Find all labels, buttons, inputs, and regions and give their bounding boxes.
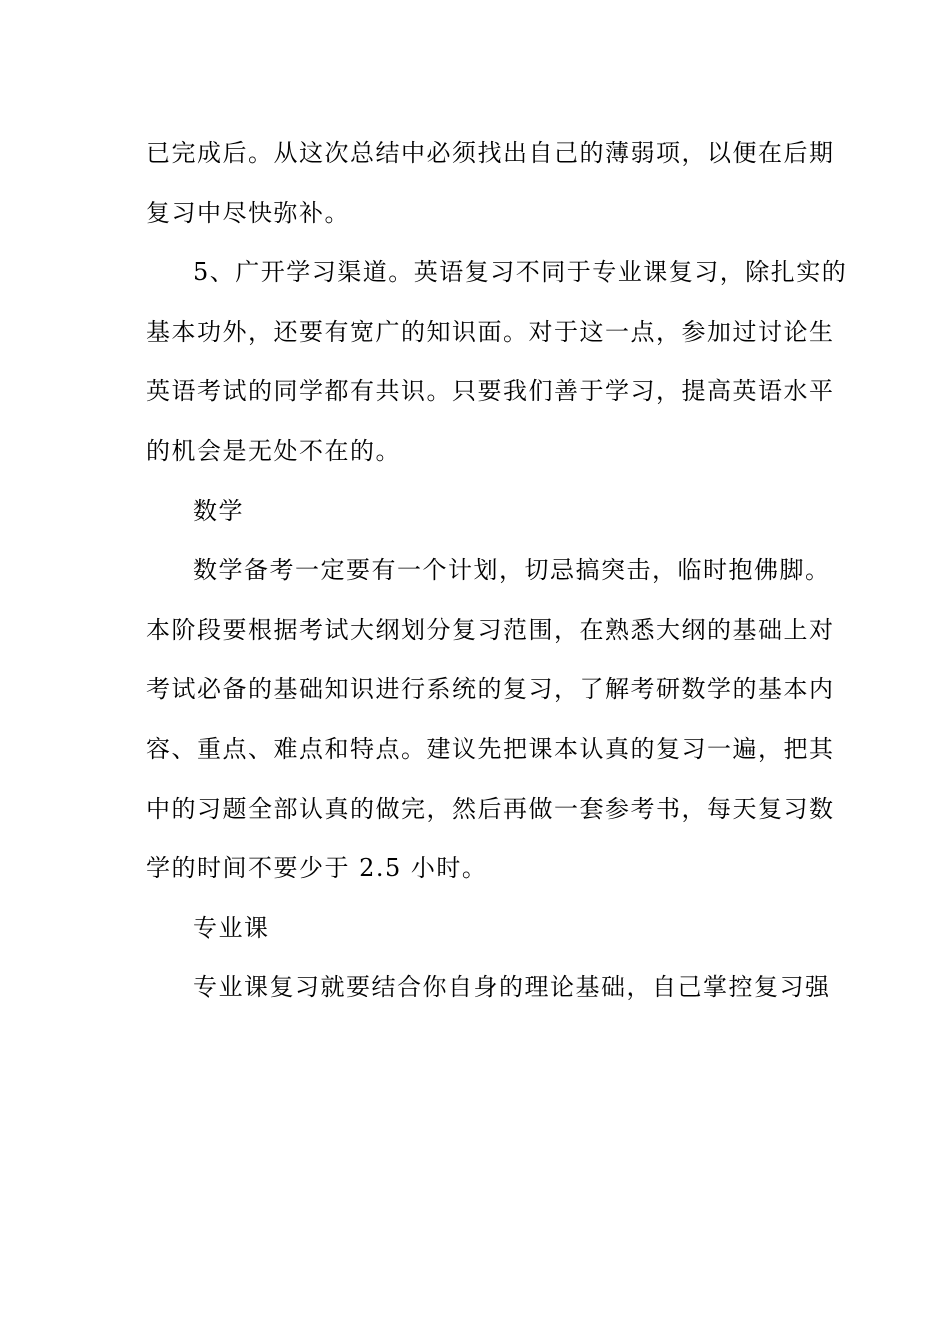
paragraph-line: 专业课复习就要结合你自身的理论基础，自己掌控复习强 [193, 973, 831, 1002]
paragraph-line: 数学备考一定要有一个计划，切忌搞突击，临时抱佛脚。 [193, 556, 831, 585]
paragraph-line: 考试必备的基础知识进行系统的复习，了解考研数学的基本内 [146, 675, 835, 704]
paragraph-line: 中的习题全部认真的做完，然后再做一套参考书，每天复习数 [146, 794, 835, 823]
paragraph-line: 容、重点、难点和特点。建议先把课本认真的复习一遍，把其 [146, 734, 835, 763]
paragraph-line: 英语考试的同学都有共识。只要我们善于学习，提高英语水平 [146, 377, 835, 406]
paragraph-line: 复习中尽快弥补。 [146, 198, 350, 227]
section-heading-major: 专业课 [193, 913, 270, 942]
paragraph-line: 的机会是无处不在的。 [146, 436, 401, 465]
paragraph-line: 已完成后。从这次总结中必须找出自己的薄弱项，以便在后期 [146, 139, 835, 167]
paragraph-line: 5、广开学习渠道。英语复习不同于专业课复习，除扎实的 [193, 258, 848, 287]
paragraph-line: 基本功外，还要有宽广的知识面。对于这一点，参加过讨论生 [146, 317, 835, 346]
document-body [146, 128, 848, 1022]
paragraph-line: 学的时间不要少于 2.5 小时。 [146, 854, 488, 883]
paragraph-line: 本阶段要根据考试大纲划分复习范围，在熟悉大纲的基础上对 [146, 615, 835, 644]
section-heading-math: 数学 [193, 496, 244, 525]
